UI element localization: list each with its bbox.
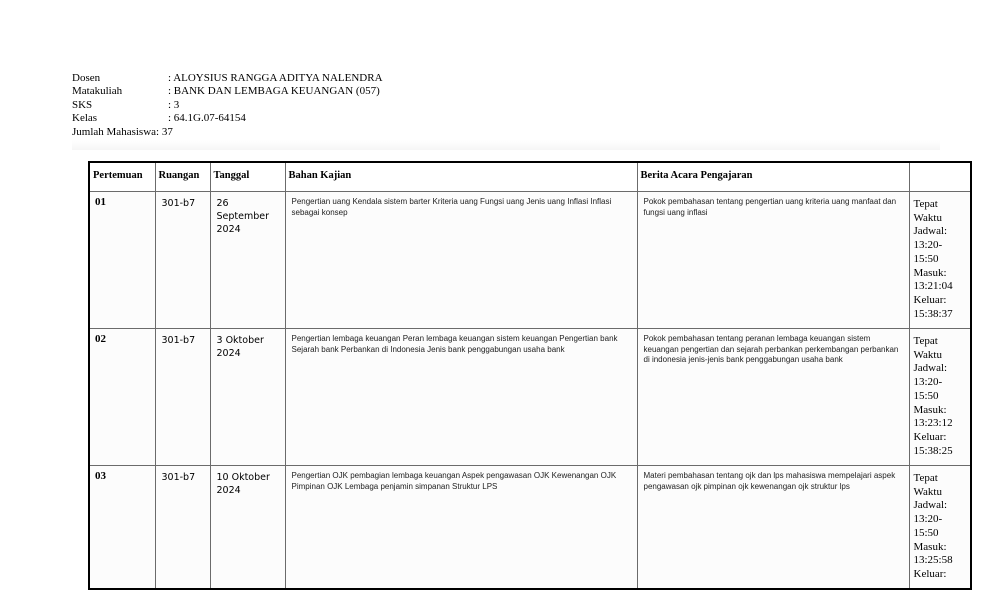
header-pertemuan: Pertemuan <box>89 162 155 192</box>
info-value: : ALOYSIUS RANGGA ADITYA NALENDRA <box>168 72 383 84</box>
cell-berita-acara: Materi pembahasan tentang ojk dan lps mahasiswa mempelajari aspek pengawasan ojk pimpinan ojk kewenangan ojk struktur lps <box>637 466 909 589</box>
header-berita-acara: Berita Acara Pengajaran <box>637 162 909 192</box>
info-matakuliah <box>72 85 383 98</box>
cell-bahan-kajian: Pengertian OJK pembagian lembaga keuangan Aspek pengawasan OJK Kewenangan OJK Pimpinan OJK Lembaga penjamin simpanan Struktur LPS <box>285 466 637 589</box>
info-label: SKS <box>72 98 93 111</box>
header-ruangan: Ruangan <box>155 162 210 192</box>
info-label: Kelas <box>72 112 98 125</box>
cell-tanggal: 3 Oktober 2024 <box>210 329 285 466</box>
cell-ruangan: 301-b7 <box>155 329 210 466</box>
cell-status <box>909 466 971 589</box>
status-line: Keluar: <box>913 293 947 306</box>
cell-ruangan: 301-b7 <box>155 192 210 329</box>
cell-ruangan: 301-b7 <box>155 466 210 589</box>
status-line: Waktu <box>913 211 942 224</box>
info-value: : BANK DAN LEMBAGA KEUANGAN (057) <box>168 85 380 98</box>
cell-berita-acara: Pokok pembahasan tentang peranan lembaga keuangan sistem keuangan pengertian dan sejarah perbankan perkembangan perbankan di indonesia jenis-jenis bank penggabungan usaha bank <box>637 329 909 466</box>
status-line: 15:38:37 <box>913 307 953 320</box>
cell-pertemuan: 01 <box>89 192 155 329</box>
info-label: Dosen <box>72 72 101 84</box>
table-row <box>89 329 971 466</box>
table-header-row <box>89 162 971 192</box>
status-line: Jadwal: <box>913 362 948 375</box>
info-dosen <box>72 72 383 85</box>
cell-status <box>909 329 971 466</box>
cell-berita-acara: Pokok pembahasan tentang pengertian uang kriteria uang manfaat dan fungsi uang inflasi <box>637 192 909 329</box>
status-line: Waktu <box>913 348 942 361</box>
table-row <box>89 192 971 329</box>
status-line: Jadwal: <box>913 225 948 238</box>
status-line: 15:50 <box>913 526 939 539</box>
status-line: 15:38:25 <box>913 444 953 457</box>
status-line: Masuk: <box>913 266 947 279</box>
info-jumlah-mahasiswa <box>72 126 383 139</box>
status-line: Keluar: <box>913 567 947 580</box>
status-line: Jadwal: <box>913 499 948 512</box>
status-line: 13:21:04 <box>913 280 953 293</box>
status-line: 13:25:58 <box>913 554 953 567</box>
status-line: 15:50 <box>913 389 939 402</box>
cell-pertemuan: 02 <box>89 329 155 466</box>
info-label: Jumlah Mahasiswa <box>72 125 157 138</box>
status-line: Tepat <box>913 472 938 484</box>
cell-pertemuan: 03 <box>89 466 155 589</box>
header-tanggal: Tanggal <box>210 162 285 192</box>
header-status <box>909 162 971 192</box>
info-kelas <box>72 112 383 125</box>
status-line: 13:20- <box>913 376 943 389</box>
cell-bahan-kajian: Pengertian uang Kendala sistem barter Kriteria uang Fungsi uang Jenis uang Inflasi Inflasi sebagai konsep <box>285 192 637 329</box>
cell-tanggal: 26 September 2024 <box>210 192 285 329</box>
cell-bahan-kajian: Pengertian lembaga keuangan Peran lembaga keuangan sistem keuangan Pengertian bank Sejarah bank Perbankan di Indonesia Jenis bank penggabungan usaha bank <box>285 329 637 466</box>
info-label: Matakuliah <box>72 85 123 98</box>
header-bahan-kajian: Bahan Kajian <box>285 162 637 192</box>
cell-tanggal: 10 Oktober 2024 <box>210 466 285 589</box>
cell-status <box>909 192 971 329</box>
info-sks <box>72 99 383 112</box>
attendance-table <box>88 161 972 590</box>
status-line: 13:20- <box>913 239 943 252</box>
status-line: Masuk: <box>913 540 947 553</box>
info-value: : 37 <box>156 125 173 138</box>
info-value: : 3 <box>168 98 180 111</box>
info-value: : 64.1G.07-64154 <box>168 112 246 125</box>
status-line: Waktu <box>913 485 942 498</box>
status-line: 13:23:12 <box>913 417 953 430</box>
status-line: Masuk: <box>913 403 947 416</box>
status-line: Tepat <box>913 335 938 347</box>
status-line: 15:50 <box>913 252 939 265</box>
status-line: Tepat <box>913 198 938 210</box>
section-divider <box>72 140 940 150</box>
table-row <box>89 466 971 589</box>
status-line: Keluar: <box>913 430 947 443</box>
status-line: 13:20- <box>913 513 943 526</box>
course-info <box>72 72 383 139</box>
